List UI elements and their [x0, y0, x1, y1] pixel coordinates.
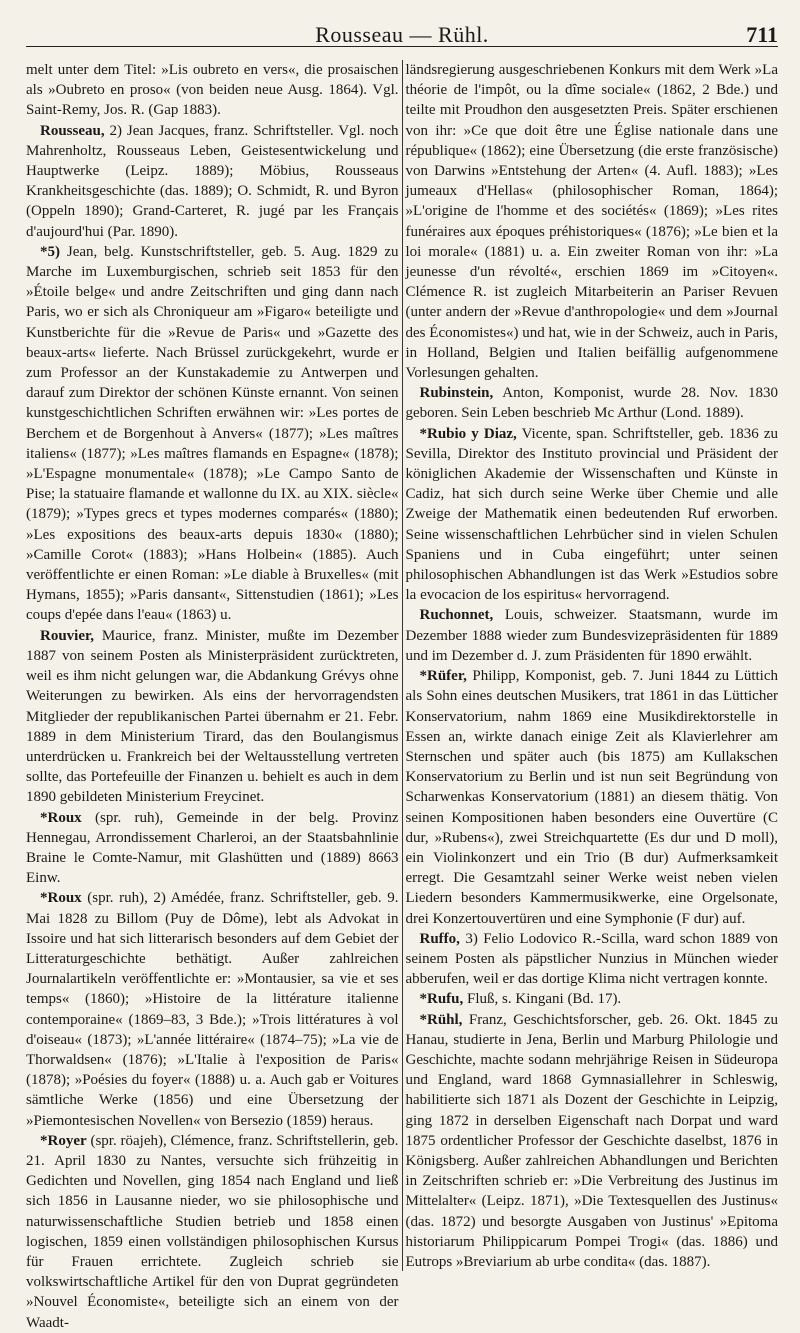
- entry-text: Anton, Komponist, wurde 28. Nov. 1830 geboren. Sein Leben beschrieb Mc Arthur (Lond. 1889).: [405, 385, 778, 422]
- dictionary-entry: [406, 383, 779, 423]
- page-number: 711: [746, 22, 778, 47]
- dictionary-entry: [406, 424, 779, 606]
- dictionary-entry: [406, 60, 779, 383]
- entry-text: Philipp, Komponist, geb. 7. Juni 1844 zu Lüttich als Sohn eines deutschen Musikers, trat 1861 in das Lütticher Konservatorium, nahm 1869 eine Musikdirektorstelle in Essen an, wirkte danach einige Zeit als Klavierlehrer am Sternschen und später auch (bis 1875) am Kullakschen Konservatorium zu Berlin und ist nun seit Begründung von Scharwenkas Konservatorium (1881) an diesem thätig. Von seinen Kompositionen haben besonders eine Ouvertüre (C dur, »Rubens«), zwei Streichquartette (Es dur und D moll), ein Violinkonzert und ein Trio (B dur) Aufmerksamkeit erregt. Die Gesamtzahl seiner Werke weist neben vielen Liedern besonders Kammermusikwerke, eine Orgelsonate, drei Konzertouvertüren und eine Symphonie (F dur) auf.: [405, 668, 778, 927]
- text-columns: [26, 60, 779, 1331]
- entry-headword: *Rüfer,: [419, 668, 467, 685]
- entry-text: Jean, belg. Kunstschriftsteller, geb. 5. Aug. 1829 zu Marche im Luxemburgischen, schrieb seit 1853 für den »Étoile belge« und andre Zeitschriften und ging dann nach Paris, wo er sich als Chroniqueur am »Figaro« beteiligte und Kunstberichte für die »Revue de Paris« und »Gazette des beaux-arts« lieferte. Nach Brüssel zurückgekehrt, wurde er zum Professor an der Kunstakademie zu Antwerpen und darauf zum Direktor der schönen Künste ernannt. Von seinen kunstgeschichtlichen Schriften erwähnen wir: »Les portes de Berchem et de Borgenhout à Anvers« (1877); »Les maîtres italiens« (1877); »Les maîtres flamands en Espagne« (1878); »L'Espagne monumentale« (1878); »Le Campo Santo de Pise; la statuaire flamande et wallonne du IX. au XIX. siècle« (1879); »Types grecs et types modernes comparés« (1880); »Les expositions des beaux-arts depuis 1830« (1880); »Camille Corot« (1883); »Hans Holbein« (1885). Auch veröffentlichte er einen Roman: »Le diable à Bruxelles« (mit Hymans, 1855); »Paris dansant«, Sittenstudien (1861); »Les coups d'epée dans l'eau« (1863) u.: [26, 243, 399, 624]
- dictionary-entry: [406, 989, 779, 1009]
- dictionary-entry: [26, 121, 399, 242]
- entry-headword: Rousseau,: [40, 122, 105, 139]
- right-column: [406, 60, 779, 1271]
- entry-text: 3) Felio Lodovico R.-Scilla, ward schon 1889 von seinem Posten als päpstlicher Nunzius in München wieder abberufen, weil er das dortige Klima nicht vertragen konnte.: [405, 930, 778, 988]
- running-title: Rousseau — Rühl.: [315, 22, 489, 47]
- entry-headword: *Rubio y Diaz,: [419, 425, 517, 442]
- entry-headword: Rubinstein,: [419, 385, 494, 402]
- entry-text: 2) Jean Jacques, franz. Schriftsteller. Vgl. noch Mahrenholtz, Rousseaus Leben, Geistesentwickelung und Hauptwerke (Leipz. 1889); Möbius, Rousseaus Krankheitsgeschichte (das. 1889); O. Schmidt, R. und Byron (Oppeln 1890); Grand-Carteret, R. jugé par les Français d'aujourd'hui (Par. 1890).: [26, 122, 399, 240]
- entry-headword: *Roux: [40, 890, 82, 907]
- entry-text: (spr. ruh), 2) Amédée, franz. Schriftsteller, geb. 9. Mai 1828 zu Billom (Puy de Dôme), lebt als Advokat in Issoire und hat sich litterarisch besonders auf dem Gebiet der Litteraturgeschichte bethätigt. Außer zahlreichen Journalartikeln veröffentlichte er: »Montausier, sa vie et ses temps« (1860); »Histoire de la littérature italienne contemporaine« (1869–83, 3 Bde.); »Trois littératures à vol d'oiseau« (1873); »L'année littéraire« (1874–75); »La vie de Thorwaldsen« (1876); »L'Italie à l'exposition de Paris« (1878); »Poésies du foyer« (1888) u. a. Auch gab er Voitures sämtliche Werke (1856) und eine Übersetzung der »Piemontesischen Novellen« von Bersezio (1859) heraus.: [26, 890, 399, 1129]
- entry-headword: *Royer: [40, 1132, 87, 1149]
- dictionary-entry: [406, 605, 779, 666]
- dictionary-entry: [406, 929, 779, 990]
- dictionary-entry: [406, 666, 779, 929]
- entry-text: (spr. röajeh), Clémence, franz. Schriftstellerin, geb. 21. April 1830 zu Nantes, versuchte sich frühzeitig in Gedichten und Novellen, ging 1854 nach England und ließ sich 1856 in Lausanne nieder, wo sie philosophische und naturwissenschaftliche Studien betrieb und 1858 einen logischen, 1859 einen vollständigen philosophischen Kursus für Frauen errichtete. Zugleich schrieb sie volkswirtschaftliche Artikel für den von Duprat gegründeten »Nouvel Économiste«, beteiligte sich an einem von der Waadt-: [26, 1132, 399, 1331]
- entry-text: Vicente, span. Schriftsteller, geb. 1836 zu Sevilla, Direktor des Instituto provincial und Präsident der königlichen Akademie der Wissenschaften und Künste in Cadiz, hat sich durch seine Werke über Chemie und alle Zweige der Mathematik einen bedeutenden Ruf erworben. Seine wissenschaftlichen Lehrbücher sind in vielen Schulen Spaniens und in Cuba eingeführt; unter seinen philosophischen Abhandlungen ist das Werk »Estudios sobre la evocacion de los espiritus« hervorragend.: [405, 425, 778, 604]
- dictionary-entry: [26, 888, 399, 1130]
- entry-text: Louis, schweizer. Staatsmann, wurde im Dezember 1888 wieder zum Bundesvizepräsidenten für 1889 und im Dezember d. J. zum Präsidenten für 1890 erwählt.: [405, 607, 779, 664]
- page-header: [26, 10, 778, 47]
- entry-text: (spr. ruh), Gemeinde in der belg. Provinz Hennegau, Arrondissement Charleroi, an der Staatsbahnlinie Braine le Comte-Namur, mit Glashütten und (1889) 8663 Einw.: [26, 809, 399, 887]
- column-divider: [402, 60, 403, 1271]
- entry-text: ländsregierung ausgeschriebenen Konkurs mit dem Werk »La théorie de l'impôt, ou la dîme sociale« (1862, 2 Bde.) und teilte mit Proudhon den ausgesetzten Preis. Später erschienen von ihr: »Ce que doit être une Église nationale dans une république« (1862); eine Übersetzung (die erste französische) von Darwins »Entstehung der Arten« (4. Aufl. 1883); »Les jumeaux d'Hellas« (philosophischer Roman, 1864); »L'origine de l'homme et des sociétés« (1869); »Les rites funéraires aux époques préhistoriques« (1876); »Le bien et la loi morale« (1881) u. a. Ein zweiter Roman von ihr: »La jeunesse d'un révolté«, erschien 1869 im »Citoyen«. Clémence R. ist zugleich Mitarbeiterin an Pariser Revuen (unter andern der »Revue d'anthropologie« und dem »Journal des Économistes«) und hat, wie in der Schweiz, auch in Paris, in Holland, Belgien und Italien beifällig aufgenommene Vorlesungen gehalten.: [405, 62, 778, 382]
- entry-text: melt unter dem Titel: »Lis oubreto en vers«, die prosaischen als »Oubreto en proso« (von beiden neue Ausg. 1864). Vgl. Saint-Remy, Jos. R. (Gap 1883).: [26, 62, 399, 119]
- entry-headword: *Rufu,: [419, 991, 464, 1008]
- entry-headword: *Roux: [40, 809, 82, 826]
- dictionary-entry: [26, 60, 399, 121]
- entry-text: Maurice, franz. Minister, mußte im Dezember 1887 von seinem Posten als Ministerpräsident zurücktreten, weil es ihm nicht gelungen war, die Abdankung Grévys ohne Weiterungen zu bewirken. Als eins der hervorragendsten Mitglieder der republikanischen Partei übernahm er 21. Febr. 1889 in dem Ministerium Tirard, das den Boulangismus unterdrücken u. Frankreich bei der Weltausstellung vertreten sollte, das Portefeuille der Finanzen u. behielt es auch in dem 1890 gebildeten Ministerium Freycinet.: [26, 627, 399, 806]
- entry-headword: Ruchonnet,: [419, 607, 494, 624]
- entry-headword: *Rühl,: [419, 1011, 463, 1028]
- entry-headword: *5): [40, 243, 60, 260]
- dictionary-entry: [26, 626, 399, 808]
- dictionary-entry: [26, 242, 399, 626]
- entry-headword: Ruffo,: [419, 930, 460, 947]
- entry-headword: Rouvier,: [40, 627, 95, 644]
- entry-text: Franz, Geschichtsforscher, geb. 26. Okt. 1845 zu Hanau, studierte in Jena, Berlin und Marburg Philologie und Geschichte, machte sodann mehrjährige Reisen in Südeuropa und England, ward 1868 Gymnasiallehrer in Schleswig, habilitierte sich 1871 als Dozent der Geschichte in Leipzig, ging 1872 in derselben Eigenschaft nach Dorpat und ward 1875 ordentlicher Professor der Geschichte daselbst, 1876 in Königsberg. Außer zahlreichen Abhandlungen und Berichten in Zeitschriften schrieb er: »Die Verbreitung des Justinus im Mittelalter« (Leipz. 1871), »Die Textesquellen des Justinus« (das. 1872) und besorgte Ausgaben von Justinus' »Epitoma historiarum Philippicarum Pompei Trogi« (das. 1886) und Eutrops »Breviarium ab urbe condita« (das. 1887).: [405, 1011, 779, 1270]
- entry-text: Fluß, s. Kingani (Bd. 17).: [467, 991, 622, 1008]
- left-column: [26, 60, 399, 1331]
- dictionary-entry: [406, 1010, 779, 1273]
- dictionary-entry: [26, 808, 399, 889]
- dictionary-entry: [26, 1131, 399, 1333]
